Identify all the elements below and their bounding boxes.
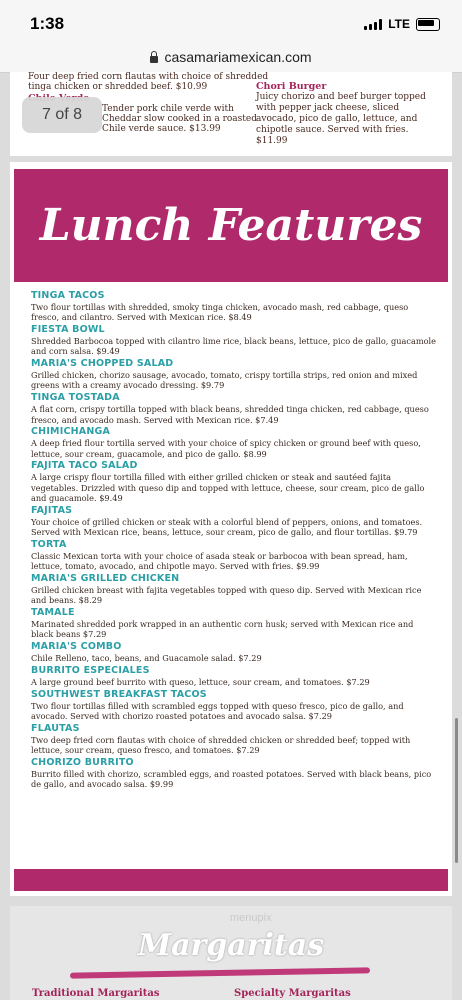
prev-line: Tender pork chile verde with [102, 104, 234, 114]
menu-item-desc: Grilled chicken breast with fajita vegetables topped with queso dip. Served with Mexican rice and beans. $8.29 [31, 585, 422, 606]
prev-line: Chile verde sauce. $13.99 [102, 124, 221, 134]
bottom-band [14, 869, 448, 891]
battery-icon [416, 18, 440, 31]
menu-item-title: FLAUTAS [31, 722, 80, 734]
menu-item-desc: A flat corn, crispy tortilla topped with black beans, shredded tinga chicken, red cabbage, queso fresco, and avocado mash. Served with Mexican rice. $7.49 [31, 404, 429, 425]
menu-item-desc: A deep fried flour tortilla served with your choice of spicy chicken or ground beef with queso, lettuce, sour cream, guacamole, and pico de gallo. $8.99 [31, 438, 421, 459]
title-swoosh [70, 967, 370, 978]
menu-item-desc: Marinated shredded pork wrapped in an authentic corn husk; served with Mexican rice and black beans $7.29 [31, 619, 414, 640]
menu-item-title: TAMALE [31, 607, 75, 619]
specialty-heading: Specialty Margaritas [234, 988, 351, 999]
status-time: 1:38 [30, 14, 65, 33]
status-bar [0, 0, 462, 42]
lock-icon [150, 56, 158, 63]
prev-line: Four deep fried corn flautas with choice of shredded [28, 72, 269, 82]
network-type: LTE [388, 17, 410, 31]
menu-item-title: TORTA [31, 538, 67, 550]
scrollbar[interactable] [455, 718, 458, 863]
menu-item-title: FAJITAS [31, 504, 73, 516]
menu-item-title: MARIA'S COMBO [31, 641, 122, 653]
watermark: menupix [230, 912, 272, 924]
menu-item-desc: Shredded Barbocoa topped with cilantro lime rice, black beans, lettuce, pico de gallo, guacamole and corn salsa. $9.49 [31, 336, 436, 357]
address-bar[interactable] [0, 42, 462, 73]
menu-item-desc: A large crispy flour tortilla filled with either grilled chicken or steak and sautéed fajita vegetables. Drizzled with queso dip and topped with lettuce, cheese, sour cream, pico de gallo and guacamole. $9.49 [31, 472, 425, 504]
menu-item-desc: Burrito filled with chorizo, scrambled eggs, and roasted potatoes. Served with black beans, pico de gallo, and avocado salsa. $9.99 [31, 769, 432, 790]
menu-item-title: MARIA'S CHOPPED SALAD [31, 358, 174, 370]
menu-item-title: TINGA TACOS [31, 290, 105, 301]
lunch-banner [14, 169, 448, 282]
menu-item-desc: Your choice of grilled chicken or steak with a colorful blend of peppers, onions, and tomatoes. Served with Mexican rice, beans, lettuce, sour cream, pico de gallo, and flour tortillas. $9.79 [31, 516, 423, 538]
menu-item-title: MARIA'S GRILLED CHICKEN [31, 573, 180, 585]
menu-item-title: CHIMICHANGA [31, 426, 111, 438]
prev-line: Cheddar slow cooked in a roasted [102, 114, 257, 124]
menu-items-list [31, 290, 436, 791]
lunch-features-card [10, 162, 452, 896]
menu-item-desc: Chile Relleno, taco, beans, and Guacamole salad. $7.29 [31, 653, 262, 664]
url-text[interactable]: casamariamexican.com [164, 49, 312, 65]
margaritas-title: Margaritas [137, 928, 325, 963]
menu-item-title: TINGA TOSTADA [31, 392, 120, 404]
menu-item-desc: Two flour tortillas filled with scrambled eggs topped with queso fresco, pico de gallo, and avocado. Served with chorizo roasted potatoes and avocado salsa. $7.29 [31, 700, 404, 722]
page-indicator: 7 of 8 [22, 97, 102, 133]
menu-item-desc: Two deep fried corn flautas with choice of shredded chicken or shredded beef; topped with lettuce, sour cream, queso fresco, and tomatoes. $7.29 [31, 734, 411, 756]
chori-burger-title: Chori Burger [256, 81, 327, 92]
menu-item-title: SOUTHWEST BREAKFAST TACOS [31, 688, 207, 700]
traditional-heading: Traditional Margaritas [32, 988, 160, 999]
menu-item-desc: Classic Mexican torta with your choice of asada steak or barbocoa with bean spread, ham, lettuce, tomato, avocado, and chipotle mayo. Served with fries. $9.99 [31, 550, 408, 572]
status-indicators [364, 17, 440, 31]
menu-item-title: CHORIZO BURRITO [31, 757, 134, 769]
menu-item-desc: Two flour tortillas with shredded, smoky tinga chicken, avocado mash, red cabbage, queso fresco, and cilantro. Served with Mexican rice. $8.49 [31, 302, 409, 323]
banner-title: Lunch Features [39, 200, 423, 251]
menu-item-title: FIESTA BOWL [31, 324, 105, 336]
margaritas-card [10, 906, 452, 1000]
menu-item-title: BURRITO ESPECIALES [31, 665, 150, 677]
chori-burger-desc: Juicy chorizo and beef burger topped with pepper jack cheese, sliced avocado, pico de gallo, lettuce, and chipotle sauce. Served with fries. $11.99 [256, 92, 426, 146]
menu-item-title: FAJITA TACO SALAD [31, 460, 138, 472]
signal-icon [364, 19, 382, 30]
menu-item-desc: Grilled chicken, chorizo sausage, avocado, tomato, crispy tortilla strips, red onion and mixed greens with a creamy avocado dressing. $9.79 [31, 370, 418, 391]
menu-item-desc: A large ground beef burrito with queso, lettuce, sour cream, and tomatoes. $7.29 [31, 677, 370, 688]
prev-line: tinga chicken or shredded beef. $10.99 [28, 82, 208, 92]
